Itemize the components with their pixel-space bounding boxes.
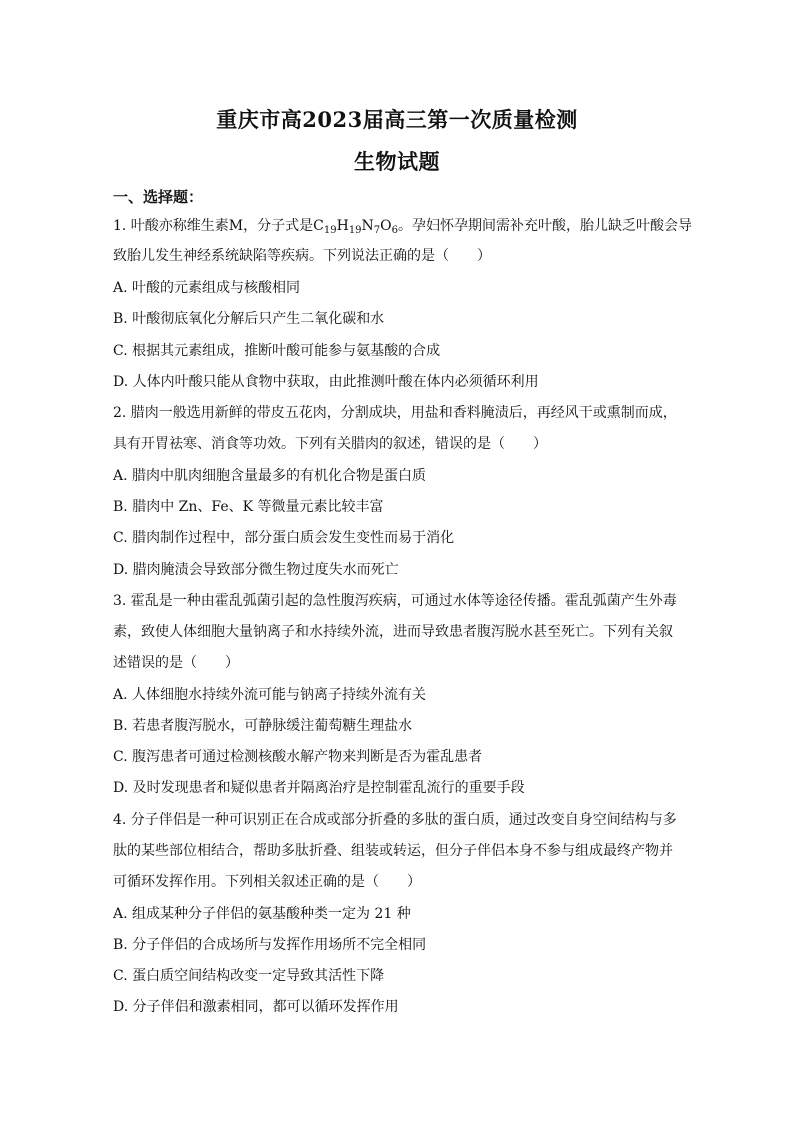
question-1-option-c: C. 根据其元素组成，推断叶酸可能参与氨基酸的合成 xyxy=(113,343,441,359)
question-3-option-a: A. 人体细胞水持续外流可能与钠离子持续外流有关 xyxy=(113,687,427,703)
question-3-stem-line-3: 述错误的是（ ） xyxy=(113,655,239,671)
question-1-option-b: B. 叶酸彻底氧化分解后只产生二氧化碳和水 xyxy=(113,311,385,327)
question-4-option-b: B. 分子伴侣的合成场所与发挥作用场所不完全相同 xyxy=(113,937,427,953)
question-2-option-b: B. 腊肉中 Zn、Fe、K 等微量元素比较丰富 xyxy=(113,499,384,515)
page-subtitle: 生物试题 xyxy=(354,149,440,174)
question-3-option-d: D. 及时发现患者和疑似患者并隔离治疗是控制霍乱流行的重要手段 xyxy=(113,780,525,796)
question-3-option-c: C. 腹泻患者可通过检测核酸水解产物来判断是否为霍乱患者 xyxy=(113,749,483,765)
question-2-option-a: A. 腊肉中肌肉细胞含量最多的有机化合物是蛋白质 xyxy=(113,468,427,484)
question-4-stem-line-1: 4. 分子伴侣是一种可识别正在合成或部分折叠的多肽的蛋白质，通过改变自身空间结构与多 xyxy=(113,812,677,828)
question-2-stem-line-2: 具有开胃祛寒、消食等功效。下列有关腊肉的叙述，错误的是（ ） xyxy=(113,436,547,452)
section-heading: 一、选择题： xyxy=(113,188,204,206)
question-3-stem-line-1: 3. 霍乱是一种由霍乱弧菌引起的急性腹泻疾病，可通过水体等途径传播。霍乱弧菌产生外毒 xyxy=(113,593,677,609)
question-2-option-c: C. 腊肉制作过程中，部分蛋白质会发生变性而易于消化 xyxy=(113,530,455,546)
question-1-stem-line-2: 致胎儿发生神经系统缺陷等疾病。下列说法正确的是（ ） xyxy=(113,248,491,264)
question-4-option-d: D. 分子伴侣和激素相同，都可以循环发挥作用 xyxy=(113,999,399,1015)
question-3-option-b: B. 若患者腹泻脱水，可静脉缓注葡萄糖生理盐水 xyxy=(113,718,413,734)
question-4-stem-line-3: 可循环发挥作用。下列相关叙述正确的是（ ） xyxy=(113,874,421,890)
question-2-stem-line-1: 2. 腊肉一般选用新鲜的带皮五花肉，分割成块，用盐和香料腌渍后，再经风干或熏制而成， xyxy=(113,405,677,421)
question-2-option-d: D. 腊肉腌渍会导致部分微生物过度失水而死亡 xyxy=(113,562,399,578)
question-3-stem-line-2: 素，致使人体细胞大量钠离子和水持续外流，进而导致患者腹泻脱水甚至死亡。下列有关叙 xyxy=(113,624,673,640)
page-title: 重庆市高2023届高三第一次质量检测 xyxy=(216,107,578,132)
question-4-option-a: A. 组成某种分子伴侣的氨基酸种类一定为 21 种 xyxy=(113,906,411,922)
question-1-stem-line-1: 1. 叶酸亦称维生素M，分子式是$C_{19}H_{19}N_7O_6$。孕妇怀孕期间需补充叶酸，胎儿缺乏叶酸会导 xyxy=(113,218,693,236)
question-1-option-d: D. 人体内叶酸只能从食物中获取，由此推测叶酸在体内必须循环利用 xyxy=(113,374,539,390)
question-4-stem-line-2: 肽的某些部位相结合，帮助多肽折叠、组装或转运，但分子伴侣本身不参与组成最终产物并 xyxy=(113,843,673,859)
question-4-option-c: C. 蛋白质空间结构改变一定导致其活性下降 xyxy=(113,968,385,984)
question-1-option-a: A. 叶酸的元素组成与核酸相同 xyxy=(113,280,301,296)
